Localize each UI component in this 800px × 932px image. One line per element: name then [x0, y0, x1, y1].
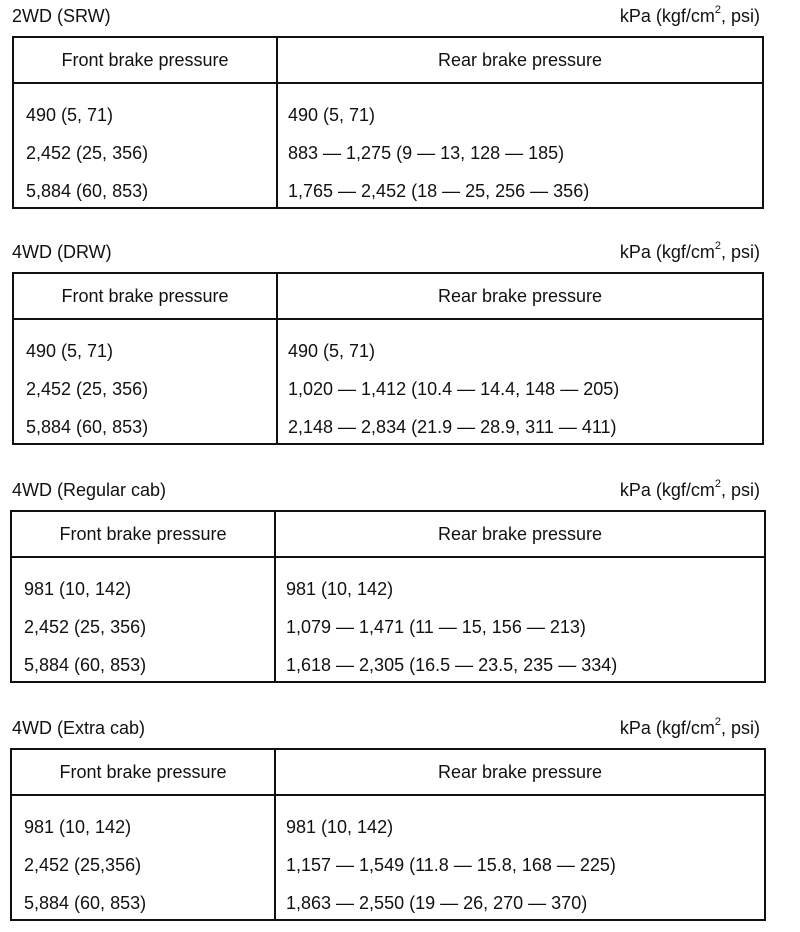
front-pressure-cell: 981 (10, 142) [24, 817, 132, 837]
front-pressure-cell: 5,884 (60, 853) [26, 417, 149, 437]
front-pressure-cell: 2,452 (25, 356) [24, 617, 147, 637]
column-header-front: Front brake pressure [59, 524, 227, 544]
table-row [14, 370, 762, 408]
rear-pressure-cell: 1,020 — 1,412 (10.4 — 14.4, 148 — 205) [288, 379, 620, 399]
unit-superscript: 2 [714, 240, 721, 252]
rear-pressure-cell: 490 (5, 71) [288, 341, 376, 361]
unit-label [620, 476, 760, 504]
table-row [12, 884, 764, 922]
header-divider [14, 318, 762, 320]
column-header-front: Front brake pressure [61, 50, 229, 70]
front-pressure-cell: 5,884 (60, 853) [24, 655, 147, 675]
section-header [10, 238, 760, 266]
column-header-rear: Rear brake pressure [437, 762, 603, 782]
rear-pressure-cell: 1,863 — 2,550 (19 — 26, 270 — 370) [286, 893, 588, 913]
column-header-rear: Rear brake pressure [437, 524, 603, 544]
rear-pressure-cell: 490 (5, 71) [288, 105, 376, 125]
rear-pressure-cell: 981 (10, 142) [286, 817, 394, 837]
front-pressure-cell: 5,884 (60, 853) [24, 893, 147, 913]
section-header [10, 476, 760, 504]
unit-suffix: , psi) [720, 718, 760, 738]
rear-pressure-cell: 1,765 — 2,452 (18 — 25, 256 — 356) [288, 181, 590, 201]
rear-pressure-cell: 1,157 — 1,549 (11.8 — 15.8, 168 — 225) [286, 855, 616, 875]
rear-pressure-cell: 883 — 1,275 (9 — 13, 128 — 185) [288, 143, 565, 163]
front-pressure-cell: 981 (10, 142) [24, 579, 132, 599]
unit-superscript: 2 [714, 478, 721, 490]
table-body [12, 808, 764, 922]
pressure-table [12, 272, 764, 445]
header-divider [12, 556, 764, 558]
rear-pressure-cell: 1,079 — 1,471 (11 — 15, 156 — 213) [286, 617, 586, 637]
unit-label [620, 238, 760, 266]
table-row [14, 332, 762, 370]
section-header [10, 714, 760, 742]
unit-suffix: , psi) [720, 6, 760, 26]
section-title: 4WD (DRW) [12, 242, 112, 262]
unit-prefix: kPa (kgf/cm [619, 480, 715, 500]
front-pressure-cell: 2,452 (25,356) [24, 855, 142, 875]
pressure-table [10, 510, 766, 683]
table-row [14, 96, 762, 134]
column-header-front: Front brake pressure [61, 286, 229, 306]
unit-label [620, 2, 760, 30]
table-row [14, 134, 762, 172]
table-row [12, 570, 764, 608]
column-header-front: Front brake pressure [59, 762, 227, 782]
unit-suffix: , psi) [720, 242, 760, 262]
section-title: 4WD (Extra cab) [12, 718, 146, 738]
table-row [12, 846, 764, 884]
table-row [14, 408, 762, 446]
unit-prefix: kPa (kgf/cm [619, 718, 715, 738]
front-pressure-cell: 2,452 (25, 356) [26, 143, 149, 163]
table-body [14, 332, 762, 446]
rear-pressure-cell: 1,618 — 2,305 (16.5 — 23.5, 235 — 334) [286, 655, 618, 675]
front-pressure-cell: 2,452 (25, 356) [26, 379, 149, 399]
header-divider [14, 82, 762, 84]
unit-suffix: , psi) [720, 480, 760, 500]
table-body [12, 570, 764, 684]
table-row [12, 808, 764, 846]
unit-prefix: kPa (kgf/cm [619, 242, 715, 262]
table-row [12, 646, 764, 684]
section-title: 2WD (SRW) [12, 6, 111, 26]
column-header-rear: Rear brake pressure [437, 286, 603, 306]
pressure-table [10, 748, 766, 921]
rear-pressure-cell: 981 (10, 142) [286, 579, 394, 599]
section-title: 4WD (Regular cab) [12, 480, 167, 500]
section-header [10, 2, 760, 30]
column-header-rear: Rear brake pressure [437, 50, 603, 70]
table-body [14, 96, 762, 210]
rear-pressure-cell: 2,148 — 2,834 (21.9 — 28.9, 311 — 411) [288, 417, 617, 437]
header-divider [12, 794, 764, 796]
unit-prefix: kPa (kgf/cm [619, 6, 715, 26]
table-row [12, 608, 764, 646]
front-pressure-cell: 5,884 (60, 853) [26, 181, 149, 201]
table-row [14, 172, 762, 210]
unit-superscript: 2 [714, 716, 721, 728]
unit-label [620, 714, 760, 742]
unit-superscript: 2 [714, 4, 721, 16]
pressure-table [12, 36, 764, 209]
front-pressure-cell: 490 (5, 71) [26, 341, 114, 361]
front-pressure-cell: 490 (5, 71) [26, 105, 114, 125]
